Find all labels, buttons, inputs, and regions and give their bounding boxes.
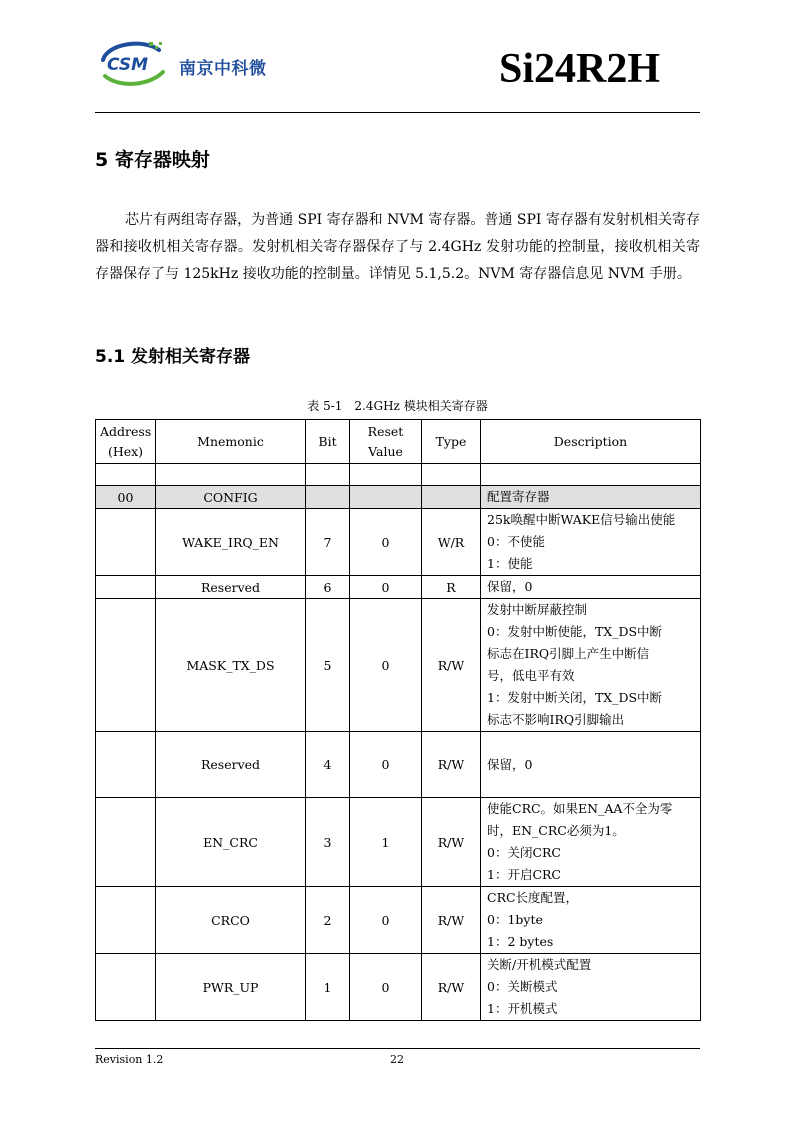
logo-text: CSM [107, 55, 149, 75]
description-line: 0：关闭CRC [487, 845, 561, 860]
table-row [96, 887, 701, 954]
description-line: 标志不影响IRQ引脚输出 [487, 712, 625, 727]
table-row [96, 509, 701, 576]
cell-description [481, 887, 701, 954]
cell-mnemonic: PWR_UP [156, 954, 306, 1021]
table-header-row [96, 420, 701, 464]
spacer-row [96, 464, 701, 486]
header-bit: Bit [306, 420, 350, 464]
header-type: Type [422, 420, 481, 464]
cell-reset: 1 [350, 798, 422, 887]
cell-bit: 5 [306, 599, 350, 732]
description-line: 保留，0 [487, 579, 533, 594]
cell-reset: 0 [350, 732, 422, 798]
cell-type: R/W [422, 954, 481, 1021]
description-line: 0：1byte [487, 912, 543, 927]
cell-reset: 0 [350, 576, 422, 599]
description-line: 1：开启CRC [487, 867, 561, 882]
cell-mnemonic: WAKE_IRQ_EN [156, 509, 306, 576]
cell-type: R/W [422, 599, 481, 732]
csm-logo-icon [97, 38, 169, 88]
cell-bit: 4 [306, 732, 350, 798]
table-row [96, 599, 701, 732]
page-number: 22 [390, 1053, 404, 1066]
company-logo [97, 38, 307, 88]
description-line: 时，EN_CRC必须为1。 [487, 823, 625, 838]
section-paragraph: 芯片有两组寄存器，为普通 SPI 寄存器和 NVM 寄存器。普通 SPI 寄存器有发射机相关寄存器和接收机相关寄存器。发射机相关寄存器保存了与 2.4GHz 发射功能的控制量，接收机相关寄存器保存了与 125kHz 接收功能的控制量。详情见 5.1,5.2。NVM 寄存器信息见 NVM 手册。 [95, 212, 700, 282]
cell-type: R/W [422, 887, 481, 954]
cell-address [96, 509, 156, 576]
header-address: Address (Hex) [96, 420, 156, 464]
cell-description [481, 954, 701, 1021]
cell-address [96, 732, 156, 798]
description-line: 1：2 bytes [487, 934, 554, 949]
revision-label: Revision 1.2 [95, 1053, 164, 1066]
cell-type: R/W [422, 798, 481, 887]
cell-reset: 0 [350, 954, 422, 1021]
group-address: 00 [96, 486, 156, 509]
description-line: CRC长度配置， [487, 890, 579, 905]
description-line: 1：使能 [487, 556, 533, 571]
description-line: 发射中断屏蔽控制 [487, 602, 588, 617]
cell-bit: 2 [306, 887, 350, 954]
header-reset: Reset Value [350, 420, 422, 464]
cell-address [96, 798, 156, 887]
group-mnemonic: CONFIG [156, 486, 306, 509]
cell-description [481, 798, 701, 887]
header-mnemonic: Mnemonic [156, 420, 306, 464]
description-line: 0：不使能 [487, 534, 545, 549]
cell-type: R [422, 576, 481, 599]
cell-bit: 3 [306, 798, 350, 887]
header-description: Description [481, 420, 701, 464]
description-line: 使能CRC。如果EN_AA不全为零 [487, 801, 673, 816]
cell-reset: 0 [350, 509, 422, 576]
cell-type: R/W [422, 732, 481, 798]
group-description: 配置寄存器 [481, 486, 701, 509]
cell-mnemonic: Reserved [156, 576, 306, 599]
description-line: 保留，0 [487, 756, 533, 772]
cell-mnemonic: EN_CRC [156, 798, 306, 887]
description-line: 0：发射中断使能，TX_DS中断 [487, 624, 663, 639]
cell-type: W/R [422, 509, 481, 576]
cell-bit: 6 [306, 576, 350, 599]
cell-mnemonic: CRCO [156, 887, 306, 954]
product-name: Si24R2H [498, 46, 660, 92]
cell-description [481, 732, 701, 798]
table-caption: 表 5-1 2.4GHz 模块相关寄存器 [307, 399, 488, 413]
cell-mnemonic: Reserved [156, 732, 306, 798]
cell-bit: 1 [306, 954, 350, 1021]
cell-address [96, 887, 156, 954]
cell-address [96, 576, 156, 599]
cell-bit: 7 [306, 509, 350, 576]
cell-description [481, 576, 701, 599]
footer-divider [95, 1048, 700, 1049]
description-line: 1：发射中断关闭，TX_DS中断 [487, 690, 663, 705]
cell-address [96, 599, 156, 732]
company-name: 南京中科微 [179, 59, 267, 79]
table-row [96, 576, 701, 599]
cell-mnemonic: MASK_TX_DS [156, 599, 306, 732]
register-group-row [96, 486, 701, 509]
table-row [96, 732, 701, 798]
description-line: 号，低电平有效 [487, 668, 575, 683]
cell-reset: 0 [350, 599, 422, 732]
section-title: 5 寄存器映射 [95, 149, 210, 171]
description-line: 1：开机模式 [487, 1001, 558, 1016]
cell-description [481, 509, 701, 576]
cell-address [96, 954, 156, 1021]
description-line: 25k唤醒中断WAKE信号输出使能 [487, 512, 676, 527]
table-row [96, 954, 701, 1021]
register-table [95, 419, 701, 1021]
subsection-title: 5.1 发射相关寄存器 [95, 347, 251, 367]
description-line: 标志在IRQ引脚上产生中断信 [487, 646, 650, 661]
description-line: 关断/开机模式配置 [487, 957, 592, 972]
table-row [96, 798, 701, 887]
cell-reset: 0 [350, 887, 422, 954]
cell-description [481, 599, 701, 732]
header-divider [95, 112, 700, 113]
description-line: 0：关断模式 [487, 979, 558, 994]
